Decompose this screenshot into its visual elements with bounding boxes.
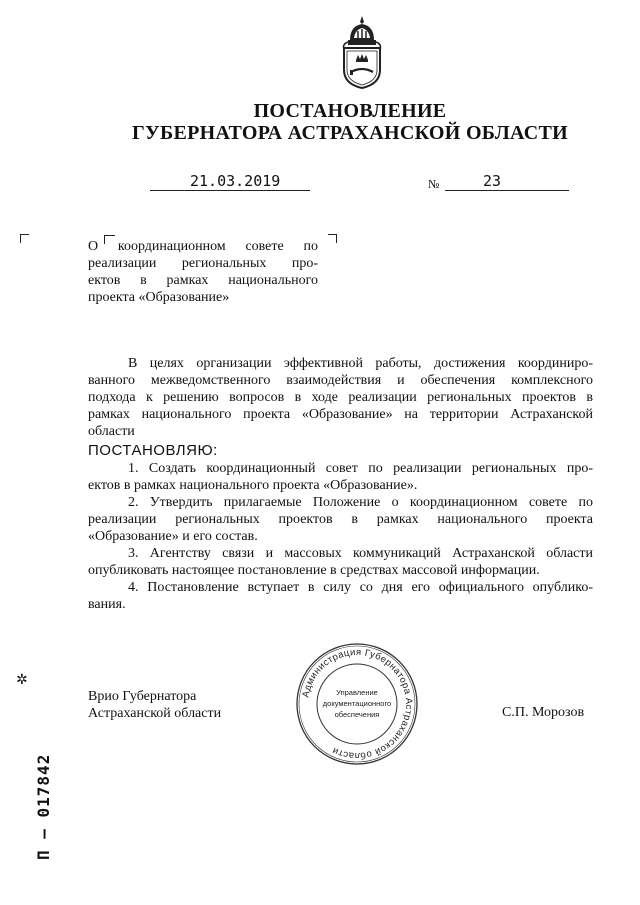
date-underline: [150, 190, 310, 191]
body-line: опубликовать настоящее постановление в средствах массовой информации.: [88, 563, 540, 578]
coat-of-arms-icon: [338, 14, 386, 90]
signatory-name: С.П. Морозов: [502, 705, 585, 720]
body-line: 3. Агентству связи и массовых коммуникаций Астраханской области: [128, 546, 593, 561]
margin-code-text: П — 017842: [34, 753, 53, 860]
body-line: ванного межведомственного взаимодействия и обеспечения комплексного: [88, 373, 593, 388]
subject-line: ектов в рамках национального: [88, 273, 318, 288]
body-line: 4. Постановление вступает в силу со дня его официального опублико-: [128, 580, 593, 595]
item-3: [88, 545, 593, 579]
document-subject: [88, 238, 318, 306]
subject-corner-right: [328, 234, 337, 243]
seal-ring-text: Администрация Губернатора Астраханской области: [300, 646, 415, 762]
subject-corner-left: [20, 234, 29, 243]
body-line: 1. Создать координационный совет по реализации региональных про-: [128, 461, 593, 476]
subject-line: проекта «Образование»: [88, 290, 230, 305]
item-1: [88, 460, 593, 494]
number-sign: №: [428, 177, 440, 191]
signatory-position: [88, 688, 221, 722]
number-underline: [445, 190, 569, 191]
official-seal: [294, 641, 420, 767]
subject-line: О координационном совете по: [88, 239, 318, 254]
body-line: вания.: [88, 597, 126, 612]
body-line: реализации региональных проектов в рамках национального проекта: [88, 512, 593, 527]
position-line: Астраханской области: [88, 706, 222, 721]
margin-registration-code: [12, 690, 53, 860]
position-line: Врио Губернатора: [88, 689, 197, 704]
item-4: [88, 579, 593, 613]
body-line: рамках национального проекта «Образование» на территории Астраханской: [88, 407, 593, 422]
decree-word: ПОСТАНОВЛЯЮ:: [88, 442, 218, 459]
margin-star-icon: ✲: [16, 673, 28, 688]
document-title-line1: ПОСТАНОВЛЕНИЕ: [253, 100, 447, 122]
body-line: В целях организации эффективной работы, достижения координиро-: [128, 356, 593, 371]
subject-line: реализации региональных про-: [88, 256, 318, 271]
seal-center-line: Управление: [336, 688, 378, 697]
seal-center-line: документационного: [322, 699, 392, 708]
body-line: ектов в рамках национального проекта «Образование».: [88, 478, 418, 493]
body-line: подхода к решению вопросов в ходе реализации региональных проектов в: [88, 390, 593, 405]
body-line: области: [88, 424, 135, 439]
preamble-paragraph: [88, 355, 593, 440]
document-number: 23: [483, 172, 502, 190]
document-body: [88, 355, 593, 613]
body-line: «Образование» и его состав.: [88, 529, 258, 544]
document-date: 21.03.2019: [190, 172, 281, 190]
body-line: 2. Утвердить прилагаемые Положение о координационном совете по: [128, 495, 593, 510]
seal-center-line: обеспечения: [334, 710, 380, 719]
item-2: [88, 494, 593, 545]
document-title-line2: ГУБЕРНАТОРА АСТРАХАНСКОЙ ОБЛАСТИ: [131, 122, 569, 144]
